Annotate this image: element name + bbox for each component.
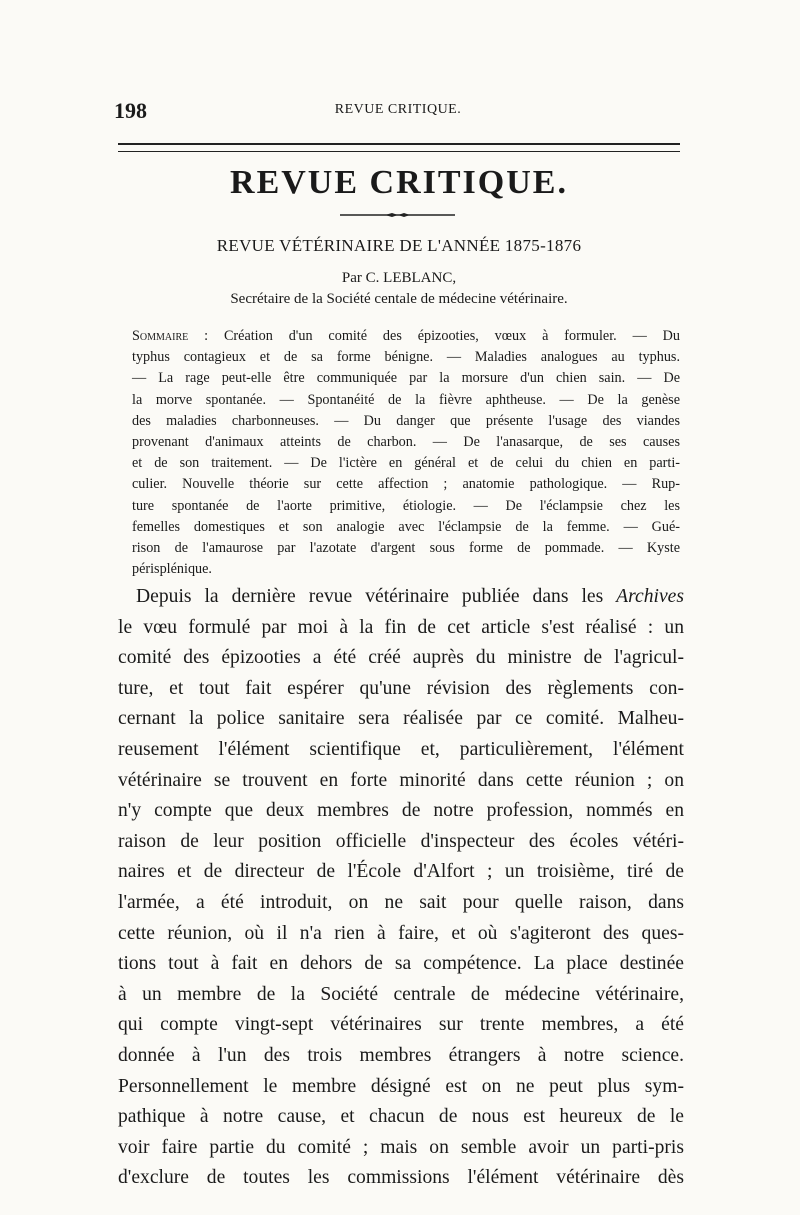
running-title: REVUE CRITIQUE.	[334, 102, 462, 117]
summary-line: la morve spontanée. — Spontanéité de la fièvre aphtheuse. — De la genèse	[132, 391, 680, 408]
summary-line: typhus contagieux et de sa forme bénigne. — Maladies analogues au typhus.	[132, 349, 680, 366]
summary-line: culier. Nouvelle théorie sur cette affection ; anatomie pathologique. — Rup-	[132, 476, 680, 493]
summary-line: des maladies charbonneuses. — Du danger que présente l'usage des viandes	[132, 412, 680, 429]
body-line: tions tout à fait en dehors de sa compétence. La place destinée	[118, 953, 684, 975]
summary-line: ture spontanée de l'aorte primitive, étiologie. — De l'éclampsie chez les	[132, 497, 680, 514]
body-line: à un membre de la Société centrale de médecine vétérinaire,	[118, 983, 684, 1005]
body-line: reusement l'élément scientifique et, particulièrement, l'élément	[118, 738, 684, 760]
body-line: donnée à l'un des trois membres étrangers à notre science.	[118, 1044, 684, 1066]
summary-line: — La rage peut-elle être communiquée par la morsure d'un chien sain. — De	[132, 370, 680, 387]
body-line: l'armée, a été introduit, on ne sait pour quelle raison, dans	[118, 891, 684, 913]
page-number: 198	[114, 98, 147, 123]
body-line: Depuis la dernière revue vétérinaire publiée dans les Archives	[136, 586, 684, 607]
ornament-divider	[340, 213, 455, 217]
body-line: Personnellement le membre désigné est on ne peut plus sym-	[118, 1075, 684, 1097]
body-line: ture, et tout fait espérer qu'une révision des règlements con-	[118, 677, 684, 699]
running-head	[114, 98, 682, 122]
summary-line: périsplénique.	[132, 561, 212, 578]
summary-line: Sommaire : Création d'un comité des épizooties, vœux à formuler. — Du	[132, 328, 680, 344]
header-double-rule	[118, 143, 680, 152]
summary-line: et de son traitement. — De l'ictère en général et de celui du chien en parti-	[132, 455, 680, 472]
summary-line: provenant d'animaux atteints de charbon. — De l'anasarque, de ses causes	[132, 433, 680, 450]
article-subtitle: REVUE VÉTÉRINAIRE DE L'ANNÉE 1875-1876	[216, 236, 582, 255]
archives-italic: Archives	[616, 586, 684, 607]
body-line: naires et de directeur de l'École d'Alfort ; un troisième, tiré de	[118, 861, 684, 883]
author-byline: Par C. LEBLANC,	[341, 270, 457, 286]
body-line: d'exclure de toutes les commissions l'élément vétérinaire dès	[118, 1167, 684, 1189]
body-line: raison de leur position officielle d'inspecteur des écoles vétéri-	[118, 830, 684, 852]
body-line: le vœu formulé par moi à la fin de cet article s'est réalisé : un	[118, 616, 684, 638]
summary-line: femelles domestiques et son analogie avec l'éclampsie de la femme. — Gué-	[132, 518, 680, 535]
article-title: REVUE CRITIQUE.	[230, 164, 568, 201]
body-line: pathique à notre cause, et chacun de nous est heureux de le	[118, 1106, 684, 1128]
body-line: n'y compte que deux membres de notre profession, nommés en	[118, 800, 684, 822]
body-line: vétérinaire se trouvent en forte minorité dans cette réunion ; on	[118, 769, 684, 791]
body-line: qui compte vingt-sept vétérinaires sur trente membres, a été	[118, 1014, 684, 1036]
body-line: voir faire partie du comité ; mais on semble avoir un parti-pris	[118, 1136, 684, 1158]
summary-label: Sommaire :	[132, 328, 209, 344]
summary-block	[118, 326, 680, 580]
body-line: cernant la police sanitaire sera réalisée par ce comité. Malheu-	[118, 708, 684, 730]
summary-line: rison de l'amaurose par l'azotate d'argent sous forme de pommade. — Kyste	[132, 539, 680, 556]
body-line: comité des épizooties a été créé auprès du ministre de l'agricul-	[118, 647, 684, 669]
body-line: cette réunion, où il n'a rien à faire, et où s'agiteront des ques-	[118, 922, 684, 944]
author-affiliation: Secrétaire de la Société centale de médecine vétérinaire.	[230, 291, 568, 307]
body-text	[118, 582, 684, 1194]
